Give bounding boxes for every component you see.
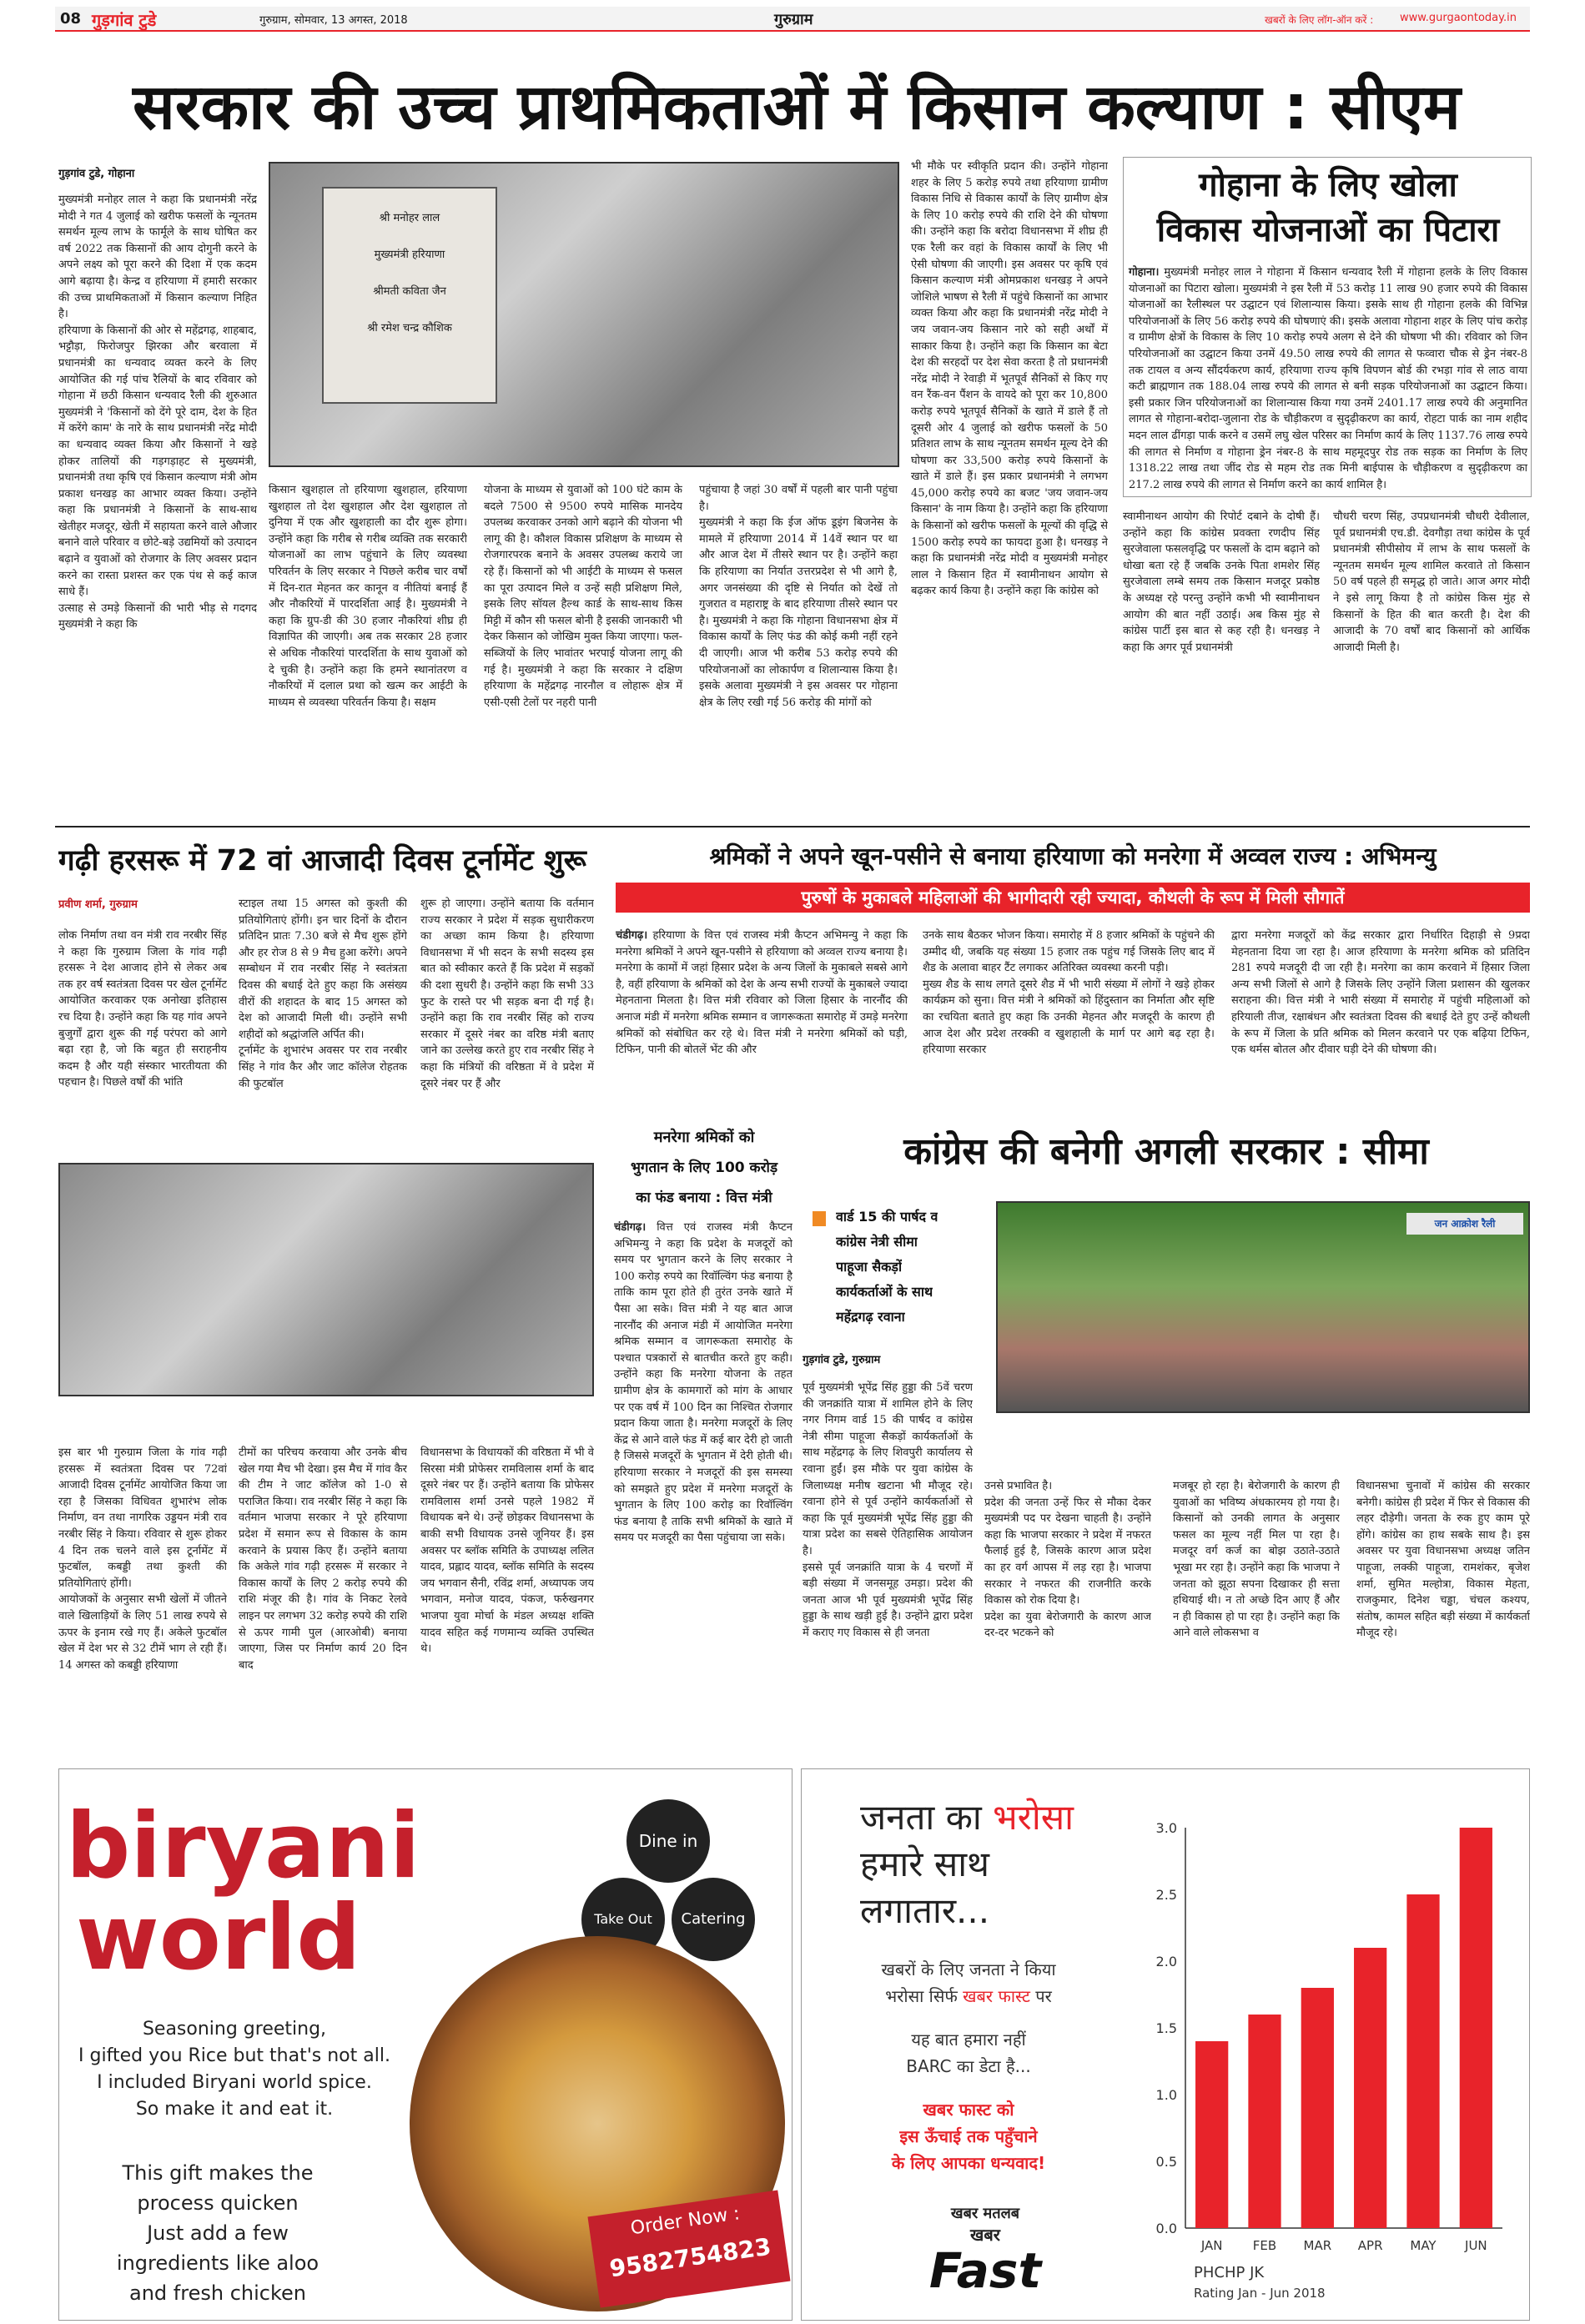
khabar-headline-line-3: लगातार... (860, 1890, 990, 1931)
masthead-bar (55, 7, 1530, 32)
mnrega-column-3: द्वारा मनरेगा मजदूरों को केंद्र सरकार द्वारा निर्धारित दिहाड़ी से 9प्रदा मेहनताना दिया जा रहा है। आज हरियाणा के मनरेगा श्रमिक को प्रतिदिन 281 रुपये मजदूरी दी जा रही है। मनरेगा का काम करवाने में हिसार जिला अन्य सभी जिलों से आगे है जिसके लिए उन्होंने जिला प्रशासन की खुलकर सराहना की। वित्त मंत्री ने भारी संख्या में समारोह में पहुंची महिलाओं को हरियाली तीज, रक्षाबंधन और स्वतंत्रता दिवस की बधाई देते हुए उन्हें कौथली के रूप में जिला के प्रति श्रमिक को मिलन करवाने पर एक बढ़िया टिफिन, एक थर्मस बोतल और दीवार घड़ी देने की घोषणा की। (1231, 929, 1530, 1057)
y-tick-label: 0.5 (1155, 2154, 1177, 2170)
khabar-headline-line-1 (860, 1794, 1074, 1841)
congress-box-line: पाहूजा सैकड़ों (836, 1259, 903, 1275)
biryani-line: ingredients like aloo (116, 2251, 320, 2275)
section-divider (55, 826, 1530, 827)
plaque-line: श्रीमती कविता जैन (373, 285, 446, 298)
congress-headline: कांग्रेस की बनेगी अगली सरकार : सीमा (903, 1130, 1429, 1173)
bar-jun (1460, 1828, 1492, 2228)
congress-column-1: पूर्व मुख्यमंत्री भूपेंद्र सिंह हुड्डा की 5वें चरण की जनक्रांति यात्रा में शामिल होने के लिए नगर निगम वार्ड 15 की पार्षद व कांग्रेस नेत्री सीमा पाहूजा सैकड़ों कार्यकर्ताओं के साथ महेंद्रगढ़ के लिए शिवपुरी कार्यालय से रवाना हुईं। इस मौके पर युवा कांग्रेस के जिलाध्यक्ष मनीष खटाना भी मौजूद रहे। रवाना होने से पूर्व उन्होंने कार्यकर्ताओं से कहा कि पूर्व मुख्यमंत्री भूपेंद्र सिंह हुड्डा की यात्रा प्रदेश का सबसे ऐतिहासिक आयोजन है। इससे पूर्व जनक्रांति यात्रा के 4 चरणों में बड़ी संख्या में जनसमूह उमड़ा। प्रदेश की जनता आज भी पूर्व मुख्यमंत्री भूपेंद्र सिंह हुड्डा के साथ खड़ी हुई है। उन्होंने द्वारा प्रदेश में कराए गए विकास से ही जनता (803, 1381, 973, 1639)
gohana-box (1123, 157, 1532, 497)
biryani-ad[interactable] (58, 1768, 792, 2321)
masthead-brand: गुड़गांव टुडे (92, 10, 157, 30)
fund-lead: चंडीगढ़। (614, 1221, 647, 1234)
x-tick-label: FEB (1252, 2238, 1277, 2253)
biryani-line: process quicken (137, 2191, 299, 2215)
masthead-url[interactable]: www.gurgaontoday.in (1400, 12, 1517, 24)
congress-box-line: कार्यकर्ताओं के साथ (836, 1284, 933, 1300)
y-tick-label: 3.0 (1155, 1820, 1177, 1836)
biryani-brand-world: world (76, 1886, 361, 1990)
logo-fast: Fast (928, 2242, 1042, 2299)
khabar-copy-line: खबरों के लिए जनता ने किया (881, 1959, 1056, 1979)
gohana-body-text: मुख्यमंत्री मनोहर लाल ने गोहाना में किसान धन्यवाद रैली में गोहाना हलके के लिए विकास योजनाओं का पिटारा खोला। मुख्यमंत्री ने इस रैली में 53 करोड़ 11 लाख 90 हजार रुपये की विकास योजनाओं का रैलीस्थल पर उद्घाटन एवं शिलान्यास किया। इसके साथ ही गोहाना हलके की विभिन्न परियोजनाओं के लिए 56 करोड़ रुपये की घोषणाएं की। इसके अलावा गोहाना शहर के लिए पांच करोड़ व ग्रामीण क्षेत्रों के विकास के लिए 10 करोड़ रुपये अलग से देने की घोषणा भी की। रविवार को जिन परियोजनाओं का उद्घाटन किया उनमें 49.50 लाख रुपये की लागत से फव्वारा चौक से ड्रेन नंबर-8 तक टायल व अन्य सौंदर्यकरण कार्य, हरियाणा राज्य कृषि विपणन बोर्ड की रभड़ा गांव से लाठ वाया कटी ब्राह्मणान तक 188.04 लाख रुपये की लागत से बनी सड़क परियोजनाओं का उद्घाटन किया। इसी प्रकार जिन परियोजनाओं का शिलान्यास किया गया उनमें 2401.17 लाख रुपये की अनुमानित लागत से गोहाना-बरोदा-जुलाना रोड के चौड़ीकरण व सुदृढ़ीकरण का कार्य, रोहटा पार्क का नाम शहीद मदन लाल ढींगड़ा पार्क करने व उसमें लघु खेल परिसर का निर्माण कार्य के लिए 1137.76 लाख रुपये की लागत से निर्माण व गोहाना ड्रेन नंबर-8 के साथ महमूदपुर रोड तक सड़क का निर्माण के लिए 1318.22 लाख तथा जींद रोड से महम रोड तक मिनी बाईपास के चौड़ीकरण व सुदृढ़ीकरण का 217.2 लाख रुपये की लागत से निर्माण करने का कार्य शामिल है। (1129, 266, 1527, 491)
order-now-label: Order Now : (629, 2203, 742, 2240)
page-number: 08 (60, 10, 82, 28)
bar-jan (1195, 2041, 1228, 2228)
congress-photo (996, 1201, 1530, 1413)
khabar-ad-headline (860, 1794, 1074, 1934)
lead-byline: गुड़गांव टुडे, गोहाना (58, 168, 135, 180)
biryani-line: I included Biryani world spice. (97, 2072, 372, 2093)
mnrega-subhead: पुरुषों के मुकाबले महिलाओं की भागीदारी रही ज्यादा, कौथली के रूप में मिली सौगातें (616, 883, 1530, 913)
lead-column-7: चौधरी चरण सिंह, उपप्रधानमंत्री चौधरी देवीलाल, पूर्व प्रधानमंत्री एच.डी. देवगौड़ा तथा कांग्रेस के पूर्व प्रधानमंत्री सीपीसोय में लाभ के साथ फसलों के न्यूनतम समर्थन मूल्य शामिल करवाते तो किसान 50 वर्ष पहले ही समृद्ध हो जाते। आज अगर मोदी ने इसे लागू किया है तो कांग्रेस किस मुंह से किसानों के हित की बात करती है। देश की आजादी के 70 वर्षों बाद किसानों को आर्थिक आजादी मिली है। (1333, 511, 1530, 654)
fund-body (614, 1220, 792, 1762)
y-tick-label: 2.5 (1155, 1887, 1177, 1903)
biryani-line: So make it and eat it. (135, 2099, 334, 2120)
garhi-byline: प्रवीण शर्मा, गुरुग्राम (58, 898, 138, 911)
x-tick-label: JAN (1200, 2238, 1223, 2253)
lead-column-2: किसान खुशहाल तो हरियाणा खुशहाल, हरियाणा खुशहाल तो देश खुशहाल और देश खुशहाल तो दुनिया में एक और खुशहाली का दौर शुरू होगा। उन्होंने कहा कि गरीब से गरीब व्यक्ति तक सरकारी योजनाओं का लाभ पहुंचाने के लिए व्यवस्था परिवर्तन के लिए सरकार ने पिछले करीब चार वर्षों में दिन-रात मेहनत कर कानून व नीतियां बनाई हैं और नौकरियों में पारदर्शिता आई है। मुख्यमंत्री ने कहा कि ग्रुप-डी की 30 हजार नौकरियां शीघ्र ही विज्ञापित की जाएगी। अब तक सरकार 28 हजार से अधिक नौकरियां पारदर्शिता के साथ युवाओं को दे चुकी है। उन्होंने कहा कि हमने स्थानांतरण व नौकरियों में दलाल प्रथा को खत्म कर आईटी के माध्यम से व्यवस्था परिवर्तन किया है। सक्षम (269, 484, 467, 709)
gohana-lead: गोहाना। (1129, 266, 1160, 279)
order-phone[interactable]: 9582754823 (607, 2232, 773, 2283)
congress-box-line: कांग्रेस नेत्री सीमा (836, 1234, 918, 1250)
lead-column-3: योजना के माध्यम से युवाओं को 100 घंटे काम के बदले 7500 से 9500 रुपये मासिक मानदेय उपलब्ध करवाकर उनको आगे बढ़ाने की योजना भी लागू की है। कौशल विकास प्रशिक्षण के माध्यम से रोजगारपरक बनाने के अवसर उपलब्ध कराये जा रहे हैं। किसानों को भी आईटी के माध्यम से फसल का पूरा उत्पादन मिले व उन्हें सही प्रशिक्षण मिले, इसके लिए सॉयल हैल्थ कार्ड के साथ-साथ किस मिट्टी में कौन सी फसल बोनी है इसकी जानकारी भी देकर किसान को जोखिम मुक्त किया जाएगा। फल-सब्जियों के लिए भावांतर भरपाई योजना लागू की गई है। मुख्यमंत्री ने कहा कि सरकार ने दक्षिण हरियाणा के महेंद्रगढ़ नारनौल व लोहारू क्षेत्र में एसी-एसी टेलों पर नहरी पानी (484, 484, 682, 709)
biryani-line: and fresh chicken (129, 2281, 306, 2305)
service-circle-catering (672, 1878, 755, 1961)
logo-khabar: खबर (970, 2225, 1000, 2245)
dine-in-label: Dine in (638, 1831, 698, 1851)
plaque-line: श्री मनोहर लाल (379, 212, 440, 224)
biryani-line: I gifted you Rice but that's not all. (78, 2045, 390, 2066)
garhi-bottom-3: विधानसभा के विधायकों की वरिष्ठता में भी वे सिरसा मंत्री प्रोफेसर रामविलास शर्मा के बाद दूसरे नंबर पर हैं। उन्होंने बताया कि प्रोफेसर रामविलास शर्मा उनसे पहले 1982 में विधायक बने थे। उन्हें छोड़कर विधानसभा के बाकी सभी विधायक उनसे जूनियर हैं। इस अवसर पर ब्लॉक समिति के उपाध्यक्ष ललित यादव, प्रह्लाद यादव, ब्लॉक समिति के सदस्य जय भगवान सैनी, रविंद्र शर्मा, अध्यापक जय भगवान, मनोज यादव, पंकज, फर्रुखनगर भाजपा युवा मोर्चा के मंडल अध्यक्ष शक्ति यादव सहित कई गणमान्य व्यक्ति उपस्थित थे। (420, 1446, 594, 1656)
gohana-headline-1: गोहाना के लिए खोला (1199, 166, 1457, 204)
congress-box-line: महेंद्रगढ़ रवाना (836, 1309, 905, 1325)
congress-photo-banner: जन आक्रोश रैली (1406, 1213, 1523, 1235)
garhi-column-3: शुरू हो जाएगा। उन्होंने बताया कि वर्तमान राज्य सरकार ने प्रदेश में सड़क सुधारीकरण का अच्छा काम किया है। हरियाणा विधानसभा में भी सदन के सभी सदस्य इस बात को स्वीकार करते हैं कि प्रदेश में सड़कों की दशा सुधरी है। उन्होंने कहा कि सभी 33 फुट के रास्ते पर भी सड़क बना दी गई है। उन्होंने कहा कि राव नरबीर सिंह को राज्य सरकार में दूसरे नंबर का वरिष्ठ मंत्री बताए जाने का उल्लेख करते हुए राव नरबीर सिंह ने कहा कि मंत्रियों की वरिष्ठता में वे प्रदेश में दूसरे नंबर पर हैं और (420, 898, 594, 1090)
garhi-headline: गढ़ी हरसरू में 72 वां आजादी दिवस टूर्नामेंट शुरू (58, 844, 586, 878)
congress-column-4: विधानसभा चुनावों में कांग्रेस की सरकार बनेगी। कांग्रेस ही प्रदेश में फिर से विकास की लहर दौड़ेगी। जनता के रुक हुए काम पूरे होंगे। कांग्रेस का हाथ सबके साथ है। इस अवसर पर युवा विधानसभा अध्यक्ष जतिन पाहूजा, लक्की पाहूजा, रामशंकर, बृजेश शर्मा, सुमित मल्होत्रा, विकास मेहता, राजकुमार, दिनेश चड्ढा, चंचल कश्यप, संतोष, कामल सहित बड़ी संख्या में कार्यकर्ता मौजूद रहे। (1356, 1480, 1530, 1640)
service-circle-dine-in (626, 1799, 710, 1883)
bar-apr (1354, 1948, 1386, 2228)
rating-bar-chart (1135, 1811, 1519, 2278)
masthead-section: गुरुग्राम (774, 11, 813, 28)
khabar-headline-accent: भरोसा (993, 1797, 1074, 1838)
masthead-date: गुरुग्राम, सोमवार, 13 अगस्त, 2018 (259, 14, 408, 27)
fund-headline-2: भुगतान के लिए 100 करोड़ (630, 1159, 778, 1176)
khabar-copy-text: पर (1029, 1986, 1052, 2006)
fund-headline-1: मनरेगा श्रमिकों को (653, 1129, 755, 1146)
mnrega-lead: चंडीगढ़। (616, 929, 648, 942)
lead-column-5: भी मौके पर स्वीकृति प्रदान की। उन्होंने गोहाना शहर के लिए 5 करोड़ रुपये तथा हरियाणा ग्रामीण विकास निधि से विकास कार्यों के लिए ग्रामीण क्षेत्र के लिए 10 करोड़ रुपये की राशि देने की घोषणा की। उन्होंने कहा कि बरोदा विधानसभा में शीघ्र ही एक रैली कर वहां के विकास कार्यों के लिए भी ऐसी घोषणा की जाएगी। इस अवसर पर कृषि एवं किसान कल्याण मंत्री ओमप्रकाश धनखड़ ने अपने जोशिले भाषण से रैली में पहुंचे किसानों का आभार व्यक्त किया और कहा कि प्रधानमंत्री नरेंद्र मोदी ने जय जवान-जय किसान नारे को सही अर्थों में साकार किया है। उन्होंने कहा कि किसान का बेटा देश की सरहदों पर देश सेवा करता है तो प्रधानमंत्री नरेंद्र मोदी ने रेवाड़ी में भूतपूर्व सैनिकों से किए गए वन रैंक-वन पैंशन के वायदे को पूरा कर 10,800 करोड़ रुपये भूतपूर्व सैनिकों के खाते में डाले हैं तो दूसरी ओर 4 जुलाई को खरीफ फसलों के 50 प्रतिशत लाभ के साथ न्यूनतम समर्थन मूल्य देने की घोषणा कर 33,500 करोड़ रुपये किसानों के खाते में डाले हैं। इस प्रकार प्रधानमंत्री ने लगभग 45,000 करोड़ रुपये का बजट 'जय जवान-जय किसान' के नाम किया है। उन्होंने कहा कि हरियाणा के किसानों को खरीफ फसलों के मूल्यों की वृद्धि से 1500 करोड़ रुपये का फायदा हुआ है। धनखड़ ने कहा कि प्रधानमंत्री नरेंद्र मोदी व मुख्यमंत्री मनोहर लाल ने किसान हित में स्वामीनाथन आयोग से बढ़कर कार्य किया है। उन्होंने कहा कि कांग्रेस को (911, 160, 1108, 598)
khabar-headline-text: जनता का (860, 1797, 994, 1838)
garhi-column-1: लोक निर्माण तथा वन मंत्री राव नरबीर सिंह ने कहा कि गुरुग्राम जिला के गांव गढ़ी हरसरू ने देश आजाद होने से लेकर अब तक हर वर्ष स्वतंत्रता दिवस पर खेल टूर्नामेंट आयोजित करवाकर एक अनोखा इतिहास रच दिया है। उन्होंने कहा कि यह गांव अपने बुजुर्गों द्वारा शुरू की गई परंपरा को आगे बढ़ा रहा है, जो कि बहुत ही सराहनीय कदम है और यही संस्कार भारतीयता की पहचान है। पिछले वर्षों की भांति (58, 929, 227, 1089)
bar-feb (1248, 2015, 1281, 2228)
garhi-bottom-2: टीमों का परिचय करवाया और उनके बीच खेल गया मैच भी देखा। इस मैच में गांव कैर की टीम ने जाट कॉलेज को 1-0 से पराजित किया। राव नरबीर सिंह ने कहा कि वर्तमान भाजपा सरकार ने पूरे हरियाणा प्रदेश में समान रूप से विकास के काम करवाने के प्रयास किए हैं। उन्होंने बताया कि अकेले गांव गढ़ी हरसरू में सरकार ने विकास कार्यों के लिए 2 करोड़ रुपये की राशि मंजूर की है। गांव के निकट रेलवे लाइन पर लगभग 32 करोड़ रुपये की राशि से ऊपर गामी पुल (आरओबी) बनाया जाएगा, जिस पर निर्माण कार्य 20 दिन बाद (239, 1446, 407, 1672)
congress-byline: गुड़गांव टुडे, गुरुग्राम (803, 1354, 881, 1366)
lead-column-4: पहुंचाया है जहां 30 वर्षों में पहली बार पानी पहुंचा है। मुख्यमंत्री ने कहा कि ईज ऑफ डूइंग बिजनेस के मामले में हरियाणा 2014 में 14वें स्थान पर था और आज देश में तीसरे स्थान पर है। उन्होंने कहा कि हरियाणा का निर्यात उत्तरप्रदेश से भी आगे है, अगर जनसंख्या की दृष्टि से निर्यात को देखें तो गुजरात व महाराष्ट्र के बाद हरियाणा तीसरे स्थान पर है। मुख्यमंत्री ने कहा कि गोहाना विधानसभा क्षेत्र में विकास कार्यों के लिए फंड की कोई कमी नहीं रहने दी जाएगी। आज भी करीब 53 करोड़ रुपये की परियोजनाओं का लोकार्पण व शिलान्यास किया है। इसके अलावा मुख्यमंत्री ने इस अवसर पर गोहाना क्षेत्र के लिए रखी गई 56 करोड़ की मांगों को (699, 484, 898, 709)
lead-column-1: मुख्यमंत्री मनोहर लाल ने कहा कि प्रधानमंत्री नरेंद्र मोदी ने गत 4 जुलाई को खरीफ फसलों के न्यूनतम समर्थन मूल्य लाभ के फार्मूले के साथ घोषित कर वर्ष 2022 तक किसानों की आय दोगुनी करने के अपने लक्ष्य को पूरा करने की दिशा में एक कदम आगे बढ़ाया है। केन्द्र व हरियाणा में हमारी सरकार की उच्च प्राथमिकताओं में किसान कल्याण निहित है। हरियाणा के किसानों की ओर से महेंद्रगढ़, शाहबाद, भट्टौड़ा, फिरोजपुर झिरका और बरवाला में प्रधानमंत्री का धन्यवाद व्यक्त करने के लिए आयोजित की गई पांच रैलियों के बाद रविवार को गोहाना में छठी किसान धन्यवाद रैली की शुरुआत मुख्यमंत्री ने 'किसानों को देंगे पूरे दाम, देश के हित में करेंगे काम' के नारे के साथ प्रधानमंत्री नरेंद्र मोदी का धन्यवाद व्यक्त किया और किसानों ने खड़े होकर तालियों की गड़गड़ाहट से मुख्यमंत्री, प्रधानमंत्री तथा कृषि एवं किसान कल्याण मंत्री ओम प्रकाश धनखड़ का आभार व्यक्त किया। उन्होंने कहा कि प्रधानमंत्री ने किसानों के साथ-साथ खेतीहर मजदूर, खेती में सहायता करने वाले औजार बनाने वाले परिवार व छोटे-बड़े उद्यमियों को उत्पादन बढ़ाने व युवाओं को रोजगार के लिए अवसर प्रदान करने का रास्ता प्रशस्त कर एक पंथ से कई काज साधे हैं। उत्साह से उमड़े किसानों की भारी भीड़ से गदगद मुख्यमंत्री ने कहा कि (58, 194, 257, 631)
plaque-line: श्री रमेश चन्द्र कौशिक (367, 322, 452, 335)
x-tick-label: APR (1357, 2238, 1383, 2253)
fund-headline (614, 1123, 794, 1216)
y-tick-label: 0.0 (1155, 2221, 1177, 2236)
congress-box-line: वार्ड 15 की पार्षद व (836, 1209, 938, 1225)
garhi-photo (58, 1163, 594, 1396)
y-tick-label: 2.0 (1155, 1954, 1177, 1969)
khabar-copy-line: इस ऊँचाई तक पहुँचाने (899, 2126, 1038, 2146)
y-tick-label: 1.5 (1155, 2020, 1177, 2036)
bar-mar (1301, 1988, 1334, 2228)
fund-body-text: वित्त एवं राजस्व मंत्री कैप्टन अभिमन्यु ने कहा कि प्रदेश के मजदूरों को समय पर भुगतान करने के लिए सरकार ने 100 करोड़ रुपये का रिवॉल्विंग फंड बनाया है ताकि काम पूरा होते ही तुरंत उनके खाते में पैसा आ सके। वित्त मंत्री ने यह बात आज नारनौंद की अनाज मंडी में आयोजित मनरेगा श्रमिक सम्मान व जागरूकता समारोह के पश्चात पत्रकारों से बातचीत करते हुए कही। उन्होंने कहा कि मनरेगा योजना के तहत ग्रामीण क्षेत्र के कामगारों को मांग के आधार पर एक वर्ष में 100 दिन का निश्चित रोजगार प्रदान किया जाता है। मनरेगा मजदूरों के लिए केंद्र से आने वाले फंड में कई बार देरी हो जाती है जिससे मजदूरों के भुगतान में देरी होती थी। हरियाणा सरकार ने मजदूरों की इस समस्या को समझते हुए प्रदेश में मनरेगा मजदूरों के भुगतान के लिए 100 करोड़ का रिवॉल्विंग फंड बनाया है ताकि सभी श्रमिकों के खाते में समय पर मजदूरी का पैसा पहुंचाया जा सके। (614, 1221, 792, 1545)
chart-footer (1194, 2263, 1326, 2303)
biryani-brand: biryani (66, 1794, 420, 1899)
fund-headline-3: का फंड बनाया : वित्त मंत्री (636, 1190, 772, 1206)
khabar-copy-line: BARC का डेटा है... (906, 2056, 1031, 2076)
garhi-column-2: स्टाइल तथा 15 अगस्त को कुश्ती की प्रतियोगिताएं होंगी। इन चार दिनों के दौरान प्रतिदिन प्रातः 7.30 बजे से मैच शुरू होंगे और हर रोज 8 से 9 मैच हुआ करेंगे। अपने सम्बोधन में राव नरबीर सिंह ने स्वतंत्रता दिवस की बधाई देते हुए कहा कि असंख्य वीरों की शहादत के बाद 15 अगस्त को देश को आजादी मिली थी। उन्होंने सभी शहीदों को श्रद्धांजलि अर्पित की। टूर्नामेंट के शुभारंभ अवसर पर राव नरबीर सिंह ने गांव कैर और जाट कॉलेज रोहतक की फुटबॉल (239, 898, 407, 1090)
foundation-plaque (322, 187, 497, 404)
y-tick-label: 1.0 (1155, 2087, 1177, 2103)
biryani-greeting (68, 2016, 401, 2123)
x-tick-label: MAY (1410, 2238, 1437, 2253)
mnrega-column-1-text: हरियाणा के वित्त एवं राजस्व मंत्री कैप्टन अभिमन्यु ने कहा कि मनरेगा श्रमिकों ने अपने खून-पसीने से हरियाणा को अव्वल राज्य बनाया है। मनरेगा के कामों में जहां हिसार प्रदेश के अन्य जिलों के मुकाबले सबसे आगे है, वहीं हरियाणा के श्रमिकों को देश के अन्य सभी राज्यों के मुकाबले ज्यादा मेहनताना मिलता है। वित्त मंत्री रविवार को जिला हिसार के नारनौंद की अनाज मंडी में मनरेगा श्रमिक सम्मान व जागरूकता समारोह में उमड़े मनरेगा श्रमिकों को संबोधित कर रहे थे। वित्त मंत्री ने मनरेगा श्रमिकों को घड़ी, टिफिन, पानी की बोतलें भेंट की और (616, 929, 908, 1057)
khabar-copy-line (835, 1983, 1102, 2010)
biryani-gift (93, 2158, 343, 2308)
khabar-fast-ad[interactable] (801, 1768, 1530, 2321)
biryani-line: Just add a few (147, 2221, 289, 2245)
biryani-line: This gift makes the (122, 2161, 314, 2185)
x-tick-label: JUN (1465, 2238, 1487, 2253)
khabar-headline-line-2: हमारे साथ (860, 1844, 989, 1884)
congress-column-3: मजबूर हो रहा है। बेरोजगारी के कारण ही युवाओं का भविष्य अंधकारमय हो गया है। किसानों को उनकी लागत के अनुसार फसल का मूल्य नहीं मिल पा रहा है। मजदूर वर्ग कर्ज का बोझ उठाते-उठाते भूखा मर रहा है। उन्होंने कहा कि भाजपा ने जनता को झूठा सपना दिखाकर ही सत्ता हथियाई थी। न तो अच्छे दिन आए हैं और न ही विकास हो पा रहा है। उन्होंने कहा कि आने वाले लोकसभा व (1173, 1480, 1340, 1640)
khabar-ad-copy (835, 1956, 1102, 2176)
biryani-line: Seasoning greeting, (142, 2019, 327, 2040)
gohana-body (1129, 264, 1527, 495)
congress-column-2: उनसे प्रभावित है। प्रदेश की जनता उन्हें फिर से मौका देकर मुख्यमंत्री पद पर देखना चाहती है। उन्होंने कहा कि भाजपा सरकार ने प्रदेश में नफरत फैलाई हुई है, जिसके कारण आज प्रदेश का हर वर्ग आपस में लड़ रहा है। भाजपा सरकार ने नफरत की राजनीति करके विकास को रोक दिया है। प्रदेश का युवा बेरोजगारी के कारण आज दर-दर भटकने को (984, 1480, 1151, 1640)
garhi-bottom-1: इस बार भी गुरुग्राम जिला के गांव गढ़ी हरसरू में स्वतंत्रता दिवस पर 72वां आजादी दिवस टूर्नामेंट आयोजित किया जा रहा है जिसका विधिवत शुभारंभ लोक निर्माण, वन तथा नागरिक उड्डयन मंत्री राव नरबीर सिंह ने किया। रविवार से शुरू होकर 4 दिन तक चलने वाले इस टूर्नामेंट में फुटबॉल, कबड्डी तथा कुश्ती की प्रतियोगिताएं होंगी। आयोजकों के अनुसार सभी खेलों में जीतने वाले खिलाड़ियों के लिए 51 लाख रुपये से ऊपर के इनाम रखे गए हैं। अकेले फुटबॉल खेल में देश भर से 32 टीमें भाग ले रही हैं। 14 अगस्त को कबड्डी हरियाणा (58, 1446, 227, 1672)
bar-may (1406, 1894, 1439, 2228)
lead-headline: सरकार की उच्च प्राथमिकताओं में किसान कल्याण : सीएम (133, 70, 1461, 143)
plaque-line: मुख्यमंत्री हरियाणा (374, 249, 445, 261)
khabar-copy-line: खबर फास्ट को (923, 2100, 1014, 2120)
khabar-copy-line: के लिए आपका धन्यवाद! (891, 2153, 1046, 2173)
mnrega-column-1 (616, 928, 908, 1119)
lead-photo (269, 162, 899, 467)
chart-source: PHCHP JK (1194, 2264, 1265, 2281)
catering-label: Catering (681, 1910, 746, 1928)
mnrega-column-2: उनके साथ बैठकर भोजन किया। समारोह में 8 हजार श्रमिकों के पहुंचने की उम्मीद थी, जबकि यह संख्या 15 हजार तक पहुंच गई जिसके लिए बाद में शैड के अलावा बाहर टैंट लगाकर अतिरिक्त व्यवस्था करनी पड़ी। मुख्य शैड के साथ लगते दूसरे शैड में भी भारी संख्या में लोगों ने खड़े होकर कार्यक्रम को सुना। वित्त मंत्री ने श्रमिकों को हिंदुस्तान का निर्माता और सृष्टि का रचयिता बताते हुए कहा कि उनकी मेहनत और मजदूरी के कारण ही आज देश और प्रदेश तरक्की व खुशहाली के मार्ग पर आगे बढ़ रहा है। हरियाणा सरकार (923, 929, 1215, 1057)
congress-box-marker (813, 1211, 826, 1226)
congress-box (803, 1201, 988, 1333)
take-out-label: Take Out (594, 1911, 652, 1927)
x-tick-label: MAR (1303, 2238, 1332, 2253)
khabar-fast-logo (885, 2203, 1085, 2299)
khabar-copy-text: भरोसा सिर्फ (885, 1986, 964, 2006)
khabar-copy-line: यह बात हमारा नहीं (911, 2030, 1026, 2050)
khabar-copy-accent: खबर फास्ट (963, 1986, 1030, 2006)
gohana-headline-2: विकास योजनाओं का पिटारा (1156, 211, 1500, 249)
masthead-tagline: खबरों के लिए लॉग-ऑन करें : (1265, 14, 1374, 26)
logo-tagline: खबर मतलब (950, 2205, 1020, 2222)
mnrega-headline: श्रमिकों ने अपने खून-पसीने से बनाया हरियाणा को मनरेगा में अव्वल राज्य : अभिमन्यु (709, 843, 1437, 870)
chart-period: Rating Jan - Jun 2018 (1194, 2286, 1326, 2301)
lead-column-6: स्वामीनाथन आयोग की रिपोर्ट दबाने के दोषी हैं। उन्होंने कहा कि कांग्रेस प्रवक्ता रणदीप सिंह सुरजेवाला फसलवृद्धि पर फसलों के दाम बढ़ाने को धोखा बता रहे हैं जबकि उनके पिता शमशेर सिंह सुरजेवाला लम्बे समय तक किसान मजदूर प्रकोष्ठ के अध्यक्ष रहे परन्तु उन्होंने कभी भी स्वामीनाथन आयोग की बात नहीं उठाई। अब किस मुंह से कांग्रेस पार्टी इस बात से कह रही है। धनखड़ ने कहा कि अगर पूर्व प्रधानमंत्री (1123, 511, 1320, 654)
